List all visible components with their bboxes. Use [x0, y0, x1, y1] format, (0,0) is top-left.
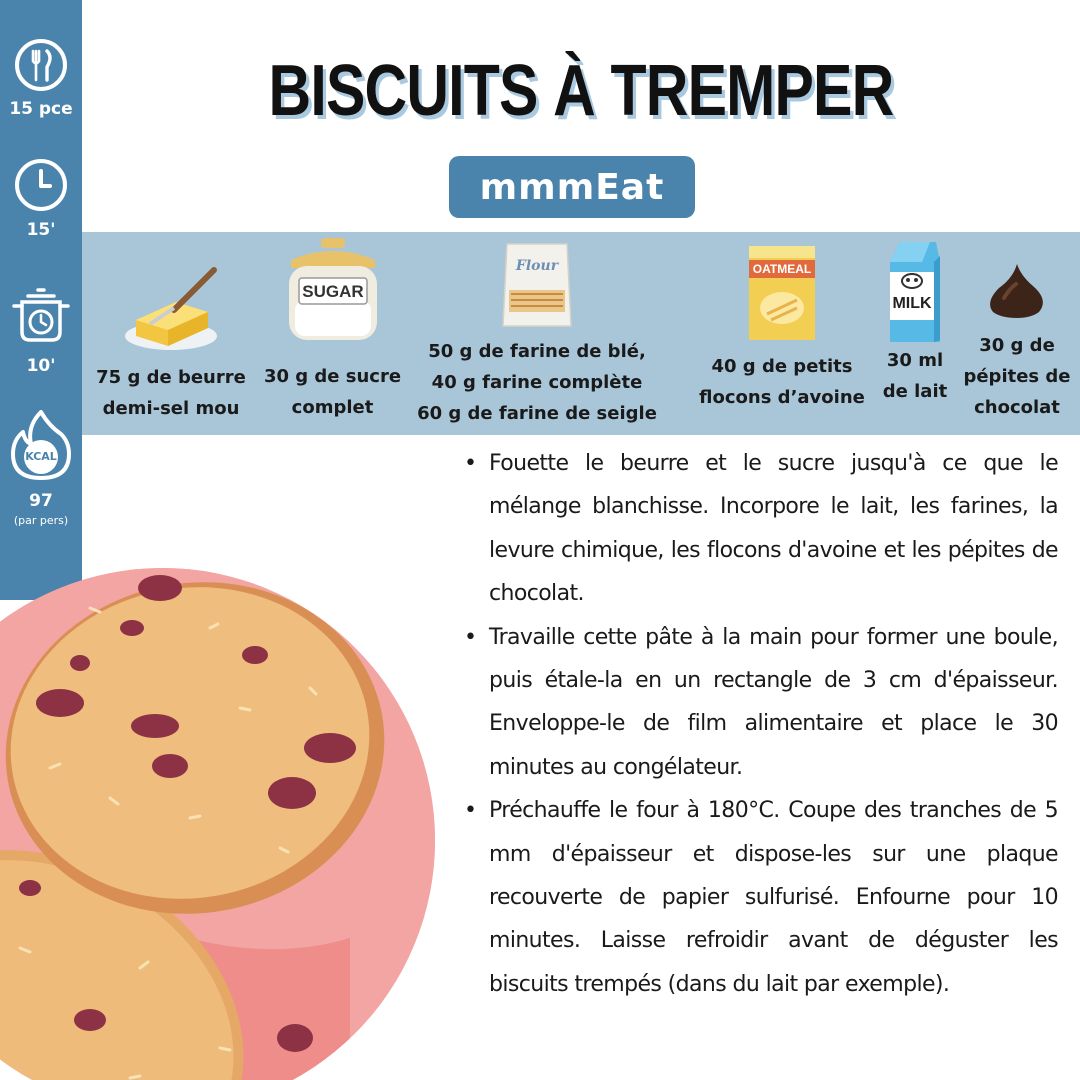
ingredient-milk [875, 236, 955, 407]
ingredient-label: 30 g de pépites de chocolat [963, 335, 1071, 418]
oatmeal-box-label: OATMEAL [752, 262, 812, 276]
ingredient-label: 75 g de beurre demi-sel mou [96, 367, 246, 419]
brand-badge: mmmEat [449, 156, 695, 218]
recipe-step: • Fouette le beurre et le sucre jusqu'à ce que le mélange blanchisse. Incorpore le lait, les farines, la levure chimique, les flocons d'avoine et les pépites de chocolat. [458, 442, 1058, 616]
clock-icon [14, 158, 68, 212]
recipe-step: • Préchauffe le four à 180°C. Coupe des tranches de 5 mm d'épaisseur et dispose-les sur une plaque recouverte de papier sulfurisé. Enfourne pour 10 minutes. Laisse refroidir avant de déguster les biscuits trempés (dans du lait par exemple). [458, 789, 1058, 1006]
calories-stat [0, 410, 82, 527]
ingredient-butter [82, 258, 260, 424]
flour-bag-label: Flour [515, 258, 559, 274]
ingredient-label: 30 ml de lait [882, 350, 948, 402]
recipe-step: • Travaille cette pâte à la main pour former une boule, puis étale-la en un rectangle de 3 cm d'épaisseur. Enveloppe-le de film alimentaire et place le 30 minutes au congélateur. [458, 616, 1058, 790]
ingredient-chocolate [954, 260, 1080, 423]
calories-unit: (par pers) [13, 514, 69, 527]
kcal-flame-icon [10, 410, 72, 480]
ingredient-label: 30 g de sucre complet [263, 366, 402, 418]
milk-carton-label: MILK [892, 295, 932, 312]
recipe-steps [458, 442, 1058, 1006]
ingredient-flour [412, 236, 662, 429]
kcal-badge: KCAL [25, 450, 57, 463]
cook-time-value: 10' [26, 356, 56, 376]
ingredient-sugar [260, 234, 405, 423]
cook-time-stat [0, 282, 82, 376]
fork-knife-icon [14, 38, 68, 92]
recipe-title: BISCUITS À TREMPER [268, 51, 894, 131]
chocolate-chip-icon [982, 260, 1052, 320]
butter-icon [116, 258, 226, 354]
calories-value: 97 [29, 491, 53, 511]
oatmeal-box-icon [743, 242, 821, 342]
milk-carton-icon [882, 236, 948, 344]
ingredient-label: 50 g de farine de blé, 40 g farine complète 60 g de farine de seigle [417, 341, 657, 424]
biscuit-slices-illustration [0, 568, 435, 1080]
biscuits-photo [0, 568, 435, 1080]
prep-time-stat [0, 158, 82, 240]
prep-time-value: 15' [26, 220, 56, 240]
pot-timer-icon [8, 282, 74, 348]
ingredient-oatmeal [692, 242, 872, 413]
flour-bag-icon [499, 236, 575, 332]
ingredients-band [82, 232, 1080, 435]
recipe-info-sidebar [0, 0, 82, 600]
ingredient-label: 40 g de petits flocons d’avoine [699, 356, 865, 408]
sugar-jar-label: SUGAR [301, 282, 364, 301]
servings-value: 15 pce [9, 99, 73, 119]
sugar-jar-icon [281, 234, 385, 346]
servings-stat [0, 38, 82, 119]
